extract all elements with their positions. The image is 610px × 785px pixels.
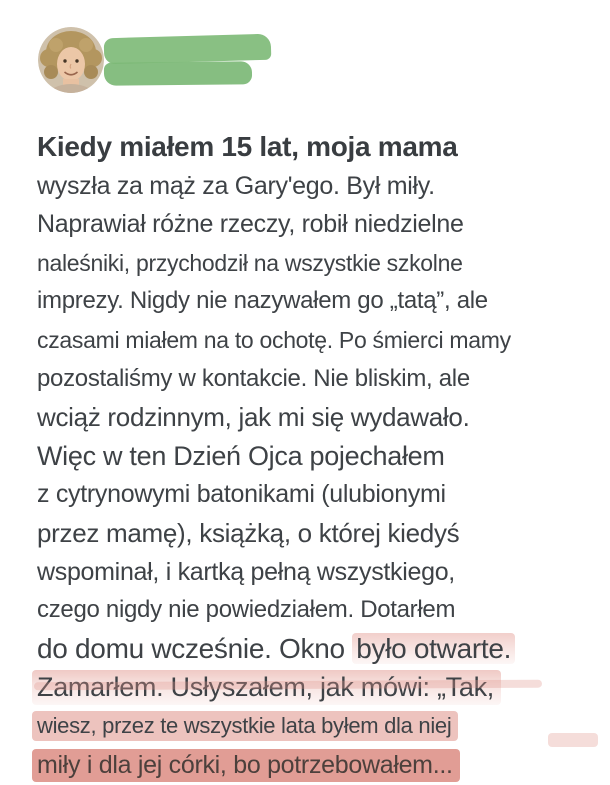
post-line: czego nigdy nie powiedziałem. Dotarłem — [37, 596, 456, 624]
post-line: pozostaliśmy w kontakcie. Nie bliskim, ale — [37, 364, 470, 392]
post-line — [37, 630, 610, 669]
post-line: wspominał, i kartką pełną wszystkiego, — [37, 557, 455, 586]
post-line: czasami miałem na to ochotę. Po śmierci mamy — [37, 326, 511, 353]
post-line — [37, 746, 610, 785]
highlighted-text: było otwarte. — [352, 633, 515, 664]
post-line: wciąż rodzinnym, jak mi się wydawało. — [37, 402, 470, 433]
post-line-text: do domu wcześnie. Okno — [37, 632, 353, 664]
post-line: z cytrynowymi batonikami (ulubionymi — [37, 480, 446, 509]
highlighted-text: Zamarłem. Usłyszałem, jak mówi: „Tak, — [32, 670, 501, 705]
avatar[interactable] — [38, 27, 104, 93]
highlight-smudge — [548, 733, 598, 747]
post-line: naleśniki, przychodził na wszystkie szkolne — [37, 249, 463, 276]
redaction-scribble-bottom — [104, 61, 252, 86]
redaction-scribble-top — [104, 34, 272, 65]
post-title-line: Kiedy miałem 15 lat, moja mama — [37, 131, 458, 162]
post-header — [0, 0, 610, 128]
highlighted-text: wiesz, przez te wszystkie lata byłem dla niej — [32, 711, 458, 741]
post-line: przez mamę), książką, o której kiedyś — [37, 517, 460, 548]
highlighted-text: miły i dla jej córki, bo potrzebowałem... — [32, 749, 460, 782]
post-line: Więc w ten Dzień Ojca pojechałem — [37, 440, 445, 471]
post-line: imprezy. Nigdy nie nazywałem go „tatą”, ale — [37, 287, 488, 315]
avatar-image — [38, 27, 104, 93]
post-line — [37, 707, 610, 746]
post-line: Naprawiał różne rzeczy, robił niedzielne — [37, 210, 464, 239]
post-line: wyszła za mąż za Gary'ego. Był miły. — [37, 171, 435, 200]
